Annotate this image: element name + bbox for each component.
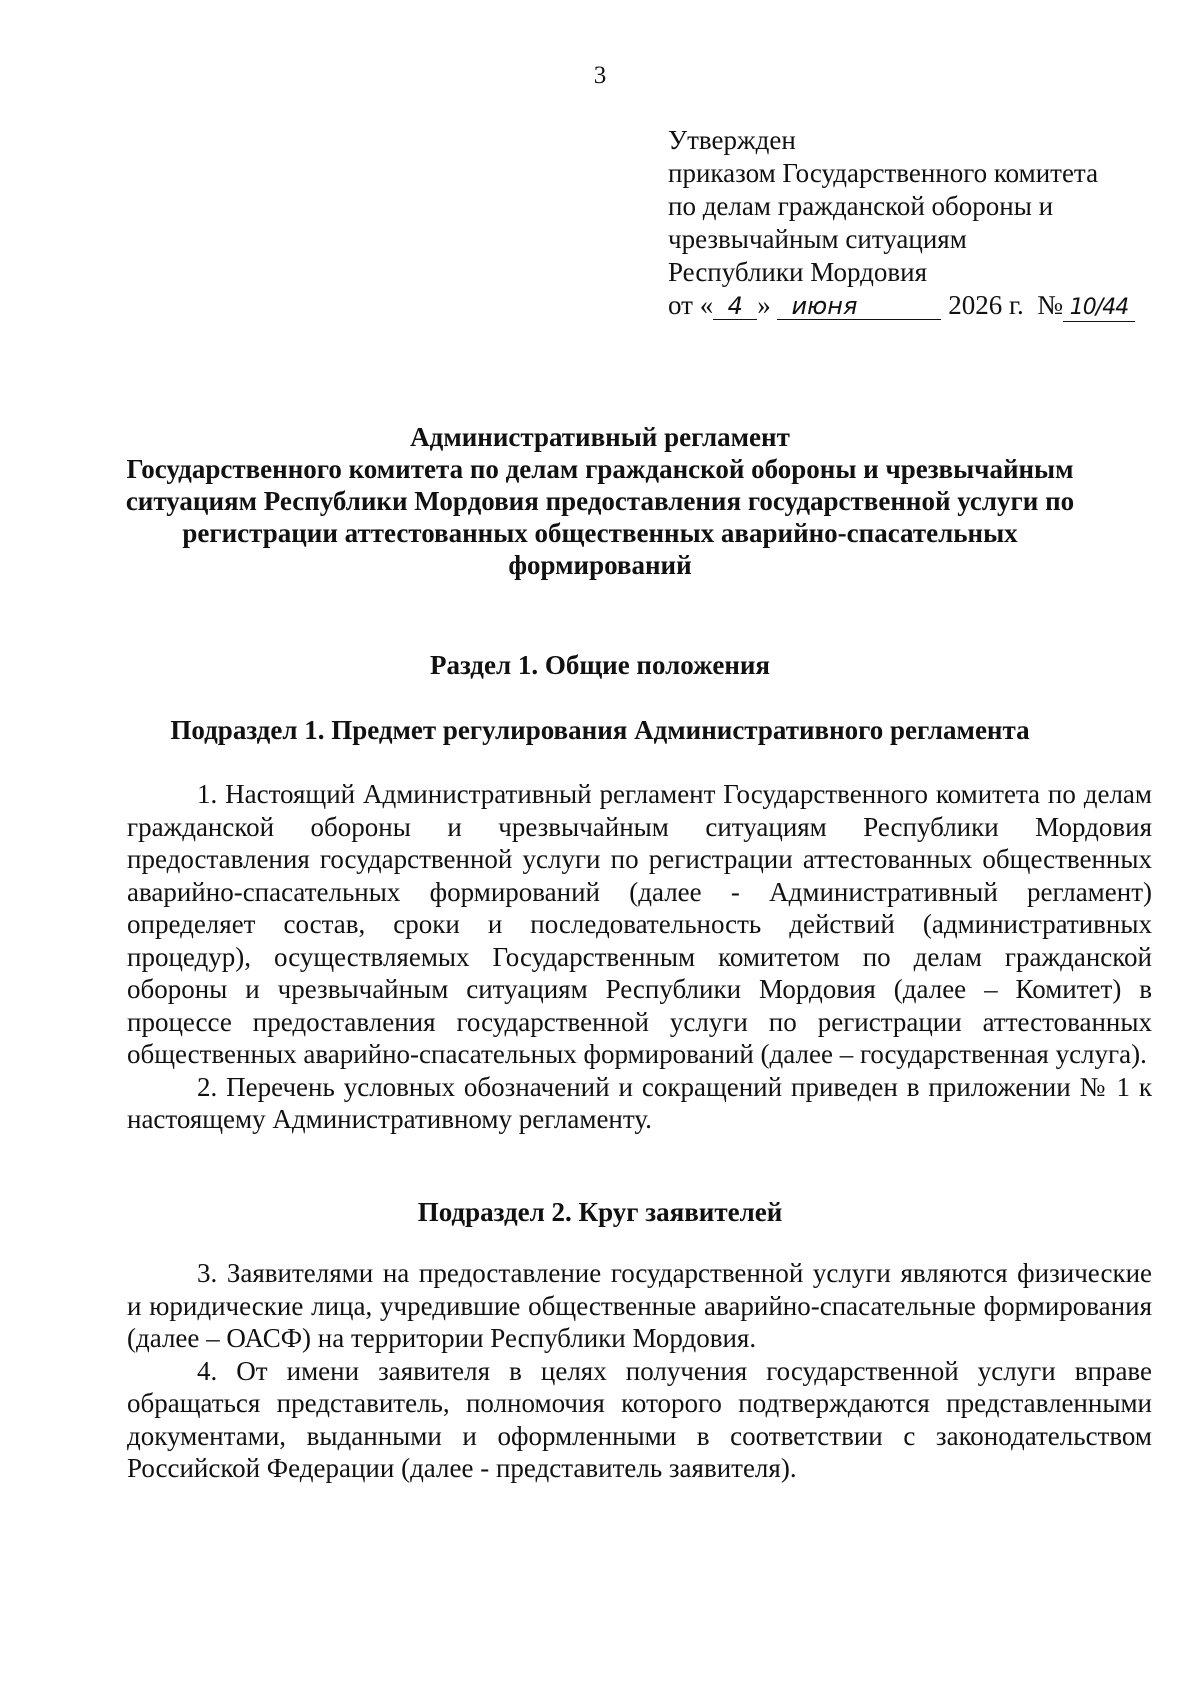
approval-line: Республики Мордовия: [668, 257, 928, 287]
page-number: 3: [593, 62, 607, 89]
title-line: формирований: [508, 550, 692, 580]
approval-line: чрезвычайным ситуациям: [668, 224, 967, 254]
section-heading: Раздел 1. Общие положения: [429, 650, 771, 680]
handwritten-day: 4: [713, 293, 757, 320]
approval-stamp-block: [668, 124, 1135, 322]
subsection-heading: Подраздел 1. Предмет регулирования Административного регламента: [170, 715, 1030, 745]
number-label: №: [1037, 290, 1063, 320]
subsection-heading: Подраздел 2. Круг заявителей: [417, 1197, 783, 1227]
document-title: [120, 421, 1080, 581]
title-line: Административный регламент: [410, 422, 790, 452]
subsection2-body: [127, 1257, 1152, 1485]
approval-line: по делам гражданской обороны и: [668, 191, 1054, 221]
date-mid: »: [757, 290, 771, 320]
approval-line: Утвержден: [668, 125, 796, 155]
handwritten-order-number: 10/44: [1063, 295, 1135, 322]
approval-date-line: [668, 289, 1135, 322]
title-line: ситуациям Республики Мордовия предоставления государственной услуги по: [125, 486, 1075, 516]
approval-line: приказом Государственного комитета: [668, 158, 1099, 188]
title-line: Государственного комитета по делам гражданской обороны и чрезвычайным: [126, 454, 1074, 484]
paragraph: 1. Настоящий Административный регламент Государственного комитета по делам гражданской обороны и чрезвычайным ситуациям Республики Мордовия предоставления государственной услуги по регистрации аттестованных общественных аварийно-спасательных формирований (далее - Административный регламент) определяет состав, сроки и последовательность действий (административных процедур), осуществляемых Государственным комитетом по делам гражданской обороны и чрезвычайным ситуациям Республики Мордовия (далее – Комитет) в процессе предоставления государственной услуги по регистрации аттестованных общественных аварийно-спасательных формирований (далее – государственная услуга).: [127, 779, 1152, 1069]
subsection1-body: [127, 778, 1152, 1136]
paragraph: 3. Заявителями на предоставление государственной услуги являются физические и юридические лица, учредившие общественные аварийно-спасательные формирования (далее – ОАСФ) на территории Республики Мордовия.: [127, 1258, 1152, 1353]
date-year: 2026 г.: [948, 290, 1024, 320]
title-line: регистрации аттестованных общественных аварийно-спасательных: [182, 518, 1018, 548]
paragraph: 2. Перечень условных обозначений и сокращений приведен в приложении № 1 к настоящему Административному регламенту.: [127, 1071, 1152, 1134]
date-prefix: от «: [668, 290, 714, 320]
handwritten-month: июня: [777, 293, 941, 320]
paragraph: 4. От имени заявителя в целях получения государственной услуги вправе обращаться представитель, полномочия которого подтверждаются представленными документами, выданными и оформленными в соответствии с законодательством Российской Федерации (далее - представитель заявителя).: [127, 1355, 1152, 1483]
